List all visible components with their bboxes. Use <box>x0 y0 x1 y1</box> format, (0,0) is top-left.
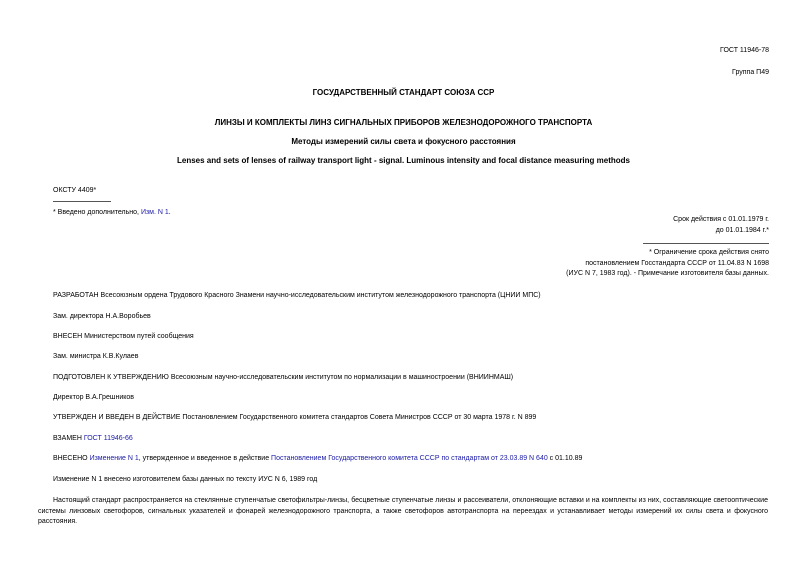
limit-note-line3: (ИУС N 7, 1983 год). - Примечание изготовителя базы данных. <box>566 270 769 277</box>
deputy-director: Зам. директора Н.А.Воробьев <box>53 313 151 320</box>
footnote-divider <box>53 201 111 202</box>
amendment-line <box>53 455 582 462</box>
approved-by: УТВЕРЖДЕН И ВВЕДЕН В ДЕЙСТВИЕ Постановлением Государственного комитета стандартов Совета Министров СССР от 30 марта 1978 г. N 899 <box>53 414 537 421</box>
amendment-prefix: ВНЕСЕНО <box>53 455 90 462</box>
resolution-link[interactable]: Постановлением Государственного комитета СССР по стандартам от 23.03.89 N 640 <box>271 455 548 462</box>
replaces-prefix: ВЗАМЕН <box>53 435 84 442</box>
document-title: ЛИНЗЫ И КОМПЛЕКТЫ ЛИНЗ СИГНАЛЬНЫХ ПРИБОРОВ ЖЕЛЕЗНОДОРОЖНОГО ТРАНСПОРТА <box>214 118 593 127</box>
introduced-by: ВНЕСЕН Министерством путей сообщения <box>53 333 194 340</box>
footnote-suffix: . <box>168 209 171 216</box>
scope-paragraph: Настоящий стандарт распространяется на стеклянные ступенчатые светофильтры-линзы, бесцветные ступенчатые линзы и рассеиватели, отклоняющие вставки и на комплекты из них, составляющие светооптические системы линзовых светофоров, сигнальных указателей и фонарей железнодорожного транспорта, а также светофоров автотранспорта на переездах и устанавливает методы измерений их силы света и фокусного расстояния. <box>38 497 768 525</box>
limit-divider <box>643 243 769 244</box>
validity-to: до 01.01.1984 г.* <box>715 227 769 234</box>
limit-note-line1: * Ограничение срока действия снято <box>649 249 769 256</box>
limit-note-line2: постановлением Госстандарта СССР от 11.04.83 N 1698 <box>585 260 769 267</box>
amendment-suffix: с 01.10.89 <box>547 455 583 462</box>
replaces <box>53 435 133 442</box>
validity-from: Срок действия с 01.01.1979 г. <box>673 216 769 223</box>
developed-by: РАЗРАБОТАН Всесоюзным ордена Трудового Красного Знамени научно-исследовательским институтом железнодорожного транспорта (ЦНИИ МПС) <box>53 292 541 299</box>
state-standard-heading: ГОСУДАРСТВЕННЫЙ СТАНДАРТ СОЮЗА ССР <box>312 88 495 97</box>
document-number: ГОСТ 11946-78 <box>720 47 769 54</box>
deputy-minister: Зам. министра К.В.Кулаев <box>53 353 139 360</box>
change-note: Изменение N 1 внесено изготовителем базы данных по тексту ИУС N 6, 1989 год <box>53 476 318 483</box>
footnote-prefix: * Введено дополнительно, <box>53 209 141 216</box>
document-group: Группа П49 <box>732 69 769 76</box>
footnote <box>53 209 171 216</box>
prepared-by: ПОДГОТОВЛЕН К УТВЕРЖДЕНИЮ Всесоюзным научно-исследовательским институтом по нормализации в машиностроении (ВНИИНМАШ) <box>53 374 514 381</box>
english-title: Lenses and sets of lenses of railway transport light - signal. Luminous intensity and focal distance measuring methods <box>177 156 630 165</box>
amendment-1-link[interactable]: Изменение N 1 <box>89 455 139 462</box>
amendment-link[interactable]: Изм. N 1 <box>140 209 169 216</box>
okstu-code: ОКСТУ 4409* <box>53 187 97 194</box>
director: Директор В.А.Грешников <box>53 394 134 401</box>
replaced-standard-link[interactable]: ГОСТ 11946-66 <box>83 435 133 442</box>
amendment-mid: , утвержденное и введенное в действие <box>138 455 272 462</box>
document-subtitle: Методы измерений силы света и фокусного расстояния <box>291 137 516 146</box>
